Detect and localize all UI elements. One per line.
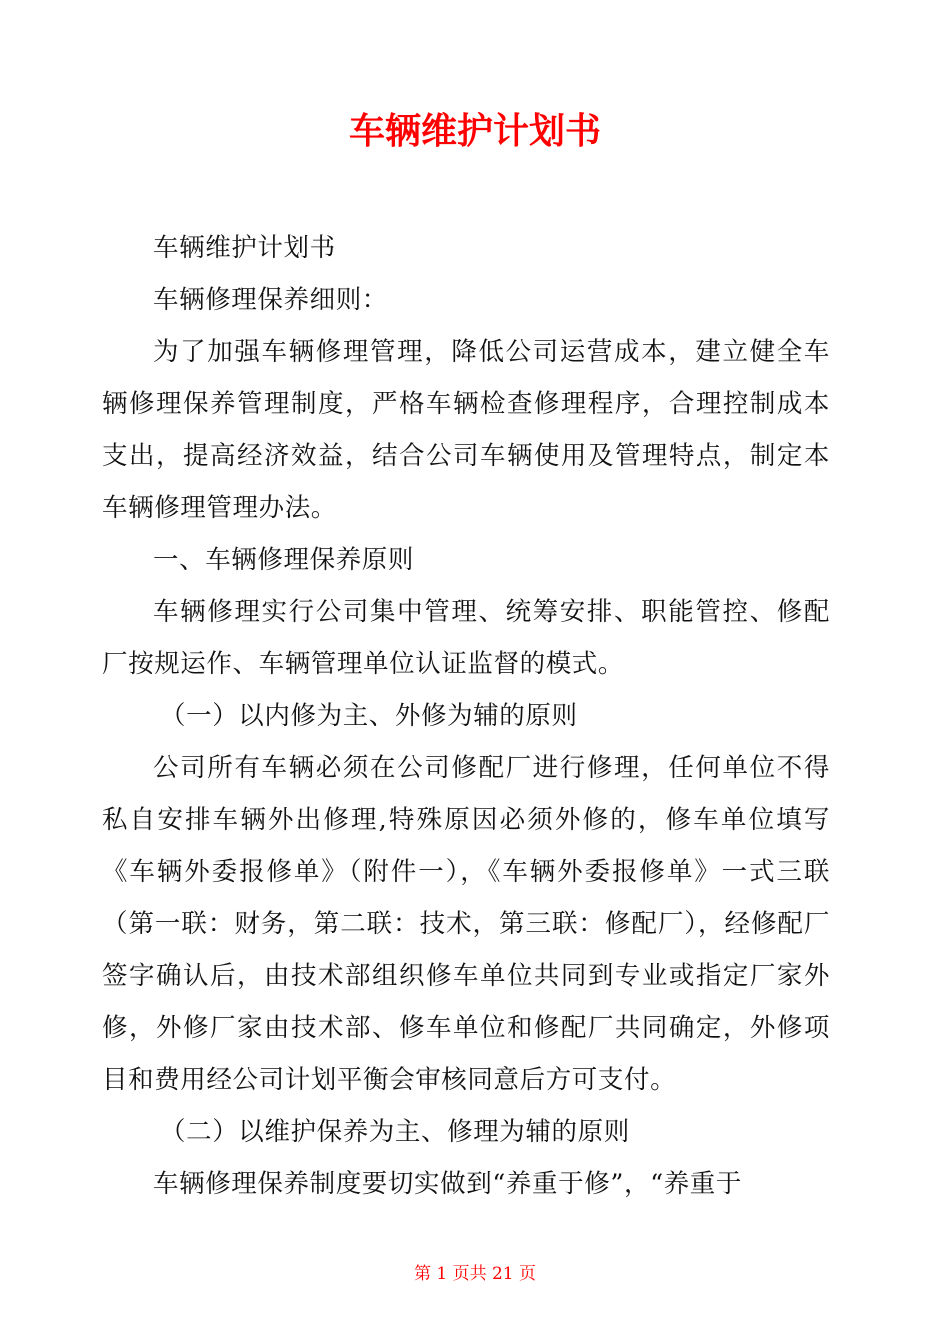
paragraph-subsection-one-body: 公司所有车辆必须在公司修配厂进行修理，任何单位不得私自安排车辆外出修理,特殊原因必须外修的，修车单位填写《车辆外委报修单》（附件一），《车辆外委报修单》一式三联（第一联：财务，第二联：技术，第三联：修配厂），经修配厂签字确认后，由技术部组织修车单位共同到专业或指定厂家外修，外修厂家由技术部、修车单位和修配厂共同确定，外修项目和费用经公司计划平衡会审核同意后方可支付。 [102, 753, 830, 1095]
paragraph-section-label: 车辆修理保养细则： [153, 285, 388, 315]
paragraph-intro: 为了加强车辆修理管理，降低公司运营成本，建立健全车辆修理保养管理制度，严格车辆检查修理程序，合理控制成本支出，提高经济效益，结合公司车辆使用及管理特点，制定本车辆修理管理办法。 [102, 337, 830, 523]
document-body [102, 222, 830, 1210]
document-title: 车辆维护计划书 [348, 111, 601, 152]
paragraph-subsection-two-body: 车辆修理保养制度要切实做到“养重于修”，“养重于 [153, 1169, 743, 1199]
paragraph-subsection-two-heading: （二）以维护保养为主、修理为辅的原则 [160, 1117, 630, 1147]
paragraph-section-one-body: 车辆修理实行公司集中管理、统筹安排、职能管控、修配厂按规运作、车辆管理单位认证监督的模式。 [102, 597, 830, 679]
paragraph-section-one-heading: 一、车辆修理保养原则 [153, 545, 415, 575]
page-number-footer: 第 1 页共 21 页 [413, 1264, 537, 1284]
paragraph-subsection-one-heading: （一）以内修为主、外修为辅的原则 [160, 701, 578, 731]
paragraph-heading-repeat: 车辆维护计划书 [153, 233, 336, 263]
